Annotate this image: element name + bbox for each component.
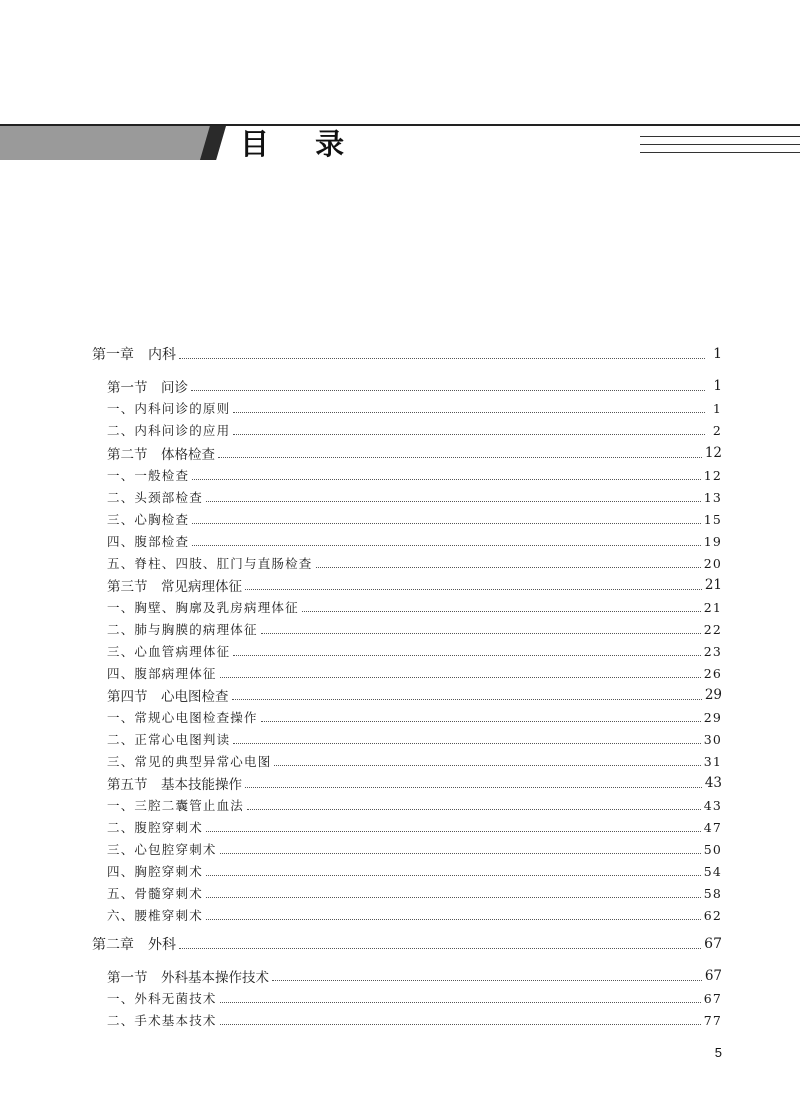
toc-entry-label: 三、心胸检查 <box>107 512 190 527</box>
toc-entry-label: 一、内科问诊的原则 <box>107 401 231 416</box>
toc-entry-page: 31 <box>703 753 722 769</box>
toc-entry-item[interactable] <box>107 750 722 772</box>
toc-entry-label: 三、心包腔穿刺术 <box>107 842 217 857</box>
dot-leader <box>232 699 702 700</box>
dot-leader <box>206 919 701 920</box>
dot-leader <box>316 567 701 568</box>
toc-entry-page: 47 <box>703 819 722 835</box>
toc-entry-item[interactable] <box>107 464 722 486</box>
toc-entry-item[interactable] <box>107 486 722 508</box>
toc-entry-label: 六、腰椎穿刺术 <box>107 908 203 923</box>
toc-entry-label: 二、肺与胸膜的病理体征 <box>107 622 258 637</box>
dot-leader <box>233 743 700 744</box>
toc-entry-label: 四、腹部病理体征 <box>107 666 217 681</box>
dot-leader <box>192 479 700 480</box>
toc-entry-item[interactable] <box>107 904 722 926</box>
dot-leader <box>302 611 701 612</box>
toc-entry-page: 20 <box>703 555 722 571</box>
toc-entry-label: 五、脊柱、四肢、肛门与直肠检查 <box>107 556 313 571</box>
toc-entry-item[interactable] <box>107 596 722 618</box>
toc-entry-chapter[interactable] <box>92 343 722 365</box>
toc-entry-item[interactable] <box>107 987 722 1009</box>
dot-leader <box>247 809 701 810</box>
toc-entry-item[interactable] <box>107 838 722 860</box>
dot-leader <box>206 897 701 898</box>
toc-entry-page: 30 <box>703 731 722 747</box>
toc-entry-label: 四、腹部检查 <box>107 534 190 549</box>
toc-entry-label: 第一节 问诊 <box>107 380 188 396</box>
toc-entry-item[interactable] <box>107 882 722 904</box>
toc-entry-item[interactable] <box>107 816 722 838</box>
toc-entry-page: 58 <box>703 885 722 901</box>
toc-entry-label: 第三节 常见病理体征 <box>107 579 242 595</box>
toc-entry-section[interactable] <box>107 965 722 987</box>
toc-entry-label: 三、心血管病理体征 <box>107 644 231 659</box>
toc-entry-page: 62 <box>703 907 722 923</box>
toc-entry-item[interactable] <box>107 640 722 662</box>
toc-entry-page: 15 <box>703 511 722 527</box>
page-number: 5 <box>714 1045 722 1060</box>
dot-leader <box>220 1002 701 1003</box>
toc-entry-section[interactable] <box>107 442 722 464</box>
toc-entry-item[interactable] <box>107 1009 722 1031</box>
toc-entry-item[interactable] <box>107 397 722 419</box>
toc-entry-item[interactable] <box>107 419 722 441</box>
toc-entry-label: 一、外科无菌技术 <box>107 991 217 1006</box>
toc-entry-item[interactable] <box>107 530 722 552</box>
dot-leader <box>233 412 705 413</box>
toc-entry-label: 一、三腔二囊管止血法 <box>107 798 245 813</box>
dot-leader <box>191 390 705 391</box>
toc-entry-page: 1 <box>712 400 722 416</box>
dot-leader <box>220 677 701 678</box>
dot-leader <box>179 948 701 949</box>
toc-entry-label: 第四节 心电图检查 <box>107 689 229 705</box>
toc-entry-item[interactable] <box>107 618 722 640</box>
dot-leader <box>206 831 701 832</box>
dot-leader <box>206 501 701 502</box>
toc-entry-section[interactable] <box>107 375 722 397</box>
toc-entry-label: 一、常规心电图检查操作 <box>107 710 258 725</box>
toc-entry-label: 二、内科问诊的应用 <box>107 423 231 438</box>
toc-entry-page: 21 <box>703 599 722 615</box>
toc-entry-label: 第一章 内科 <box>92 347 176 363</box>
toc-entry-item[interactable] <box>107 706 722 728</box>
toc-entry-page: 19 <box>703 533 722 549</box>
toc-entry-label: 一、一般检查 <box>107 468 190 483</box>
toc-entry-page: 67 <box>704 936 722 952</box>
toc-entry-label: 四、胸腔穿刺术 <box>107 864 203 879</box>
dot-leader <box>233 434 705 435</box>
toc-entry-section[interactable] <box>107 772 722 794</box>
header-decor-lines <box>640 136 800 160</box>
toc-entry-page: 1 <box>713 378 722 394</box>
toc-entry-label: 第五节 基本技能操作 <box>107 777 242 793</box>
dot-leader <box>206 875 701 876</box>
toc-entry-page: 77 <box>703 1012 722 1028</box>
toc-entry-label: 第二章 外科 <box>92 937 176 953</box>
dot-leader <box>220 1024 701 1025</box>
toc-entry-page: 12 <box>703 467 722 483</box>
dot-leader <box>192 523 700 524</box>
toc-entry-label: 二、手术基本技术 <box>107 1013 217 1028</box>
toc-entry-label: 第一节 外科基本操作技术 <box>107 970 269 986</box>
toc-entry-label: 第二节 体格检查 <box>107 447 215 463</box>
dot-leader <box>179 358 705 359</box>
page-title: 目 录 <box>240 127 363 161</box>
dot-leader <box>261 633 701 634</box>
toc-entry-item[interactable] <box>107 662 722 684</box>
dot-leader <box>274 765 700 766</box>
toc-entry-item[interactable] <box>107 552 722 574</box>
dot-leader <box>261 721 701 722</box>
toc-entry-page: 26 <box>703 665 722 681</box>
toc-entry-page: 43 <box>704 775 722 791</box>
header-band <box>0 126 218 160</box>
toc-entry-label: 三、常见的典型异常心电图 <box>107 754 272 769</box>
toc-entry-page: 67 <box>703 990 722 1006</box>
toc-entry-page: 1 <box>713 346 722 362</box>
toc-entry-page: 54 <box>703 863 722 879</box>
dot-leader <box>272 980 702 981</box>
toc-entry-page: 43 <box>703 797 722 813</box>
toc-entry-section[interactable] <box>107 684 722 706</box>
dot-leader <box>218 457 702 458</box>
dot-leader <box>245 787 702 788</box>
toc-entry-label: 二、头颈部检查 <box>107 490 203 505</box>
toc-entry-page: 29 <box>703 709 722 725</box>
toc-entry-page: 23 <box>703 643 722 659</box>
toc-entry-label: 二、正常心电图判读 <box>107 732 231 747</box>
toc-entry-item[interactable] <box>107 860 722 882</box>
toc-entry-page: 12 <box>704 445 722 461</box>
top-rule <box>0 124 800 126</box>
toc-entry-page: 22 <box>703 621 722 637</box>
toc-entry-chapter[interactable] <box>92 933 722 955</box>
toc-entry-section[interactable] <box>107 574 722 596</box>
toc-entry-page: 29 <box>704 687 722 703</box>
toc-entry-item[interactable] <box>107 794 722 816</box>
toc-entry-page: 13 <box>703 489 722 505</box>
toc-entry-label: 一、胸壁、胸廓及乳房病理体征 <box>107 600 299 615</box>
toc-entry-label: 五、骨髓穿刺术 <box>107 886 203 901</box>
toc-entry-item[interactable] <box>107 508 722 530</box>
dot-leader <box>233 655 700 656</box>
toc-entry-page: 21 <box>704 577 722 593</box>
toc-entry-item[interactable] <box>107 728 722 750</box>
dot-leader <box>245 589 702 590</box>
toc-entry-label: 二、腹腔穿刺术 <box>107 820 203 835</box>
toc-entry-page: 50 <box>703 841 722 857</box>
dot-leader <box>220 853 701 854</box>
toc-entry-page: 2 <box>712 422 722 438</box>
toc-entry-page: 67 <box>704 968 722 984</box>
dot-leader <box>192 545 700 546</box>
